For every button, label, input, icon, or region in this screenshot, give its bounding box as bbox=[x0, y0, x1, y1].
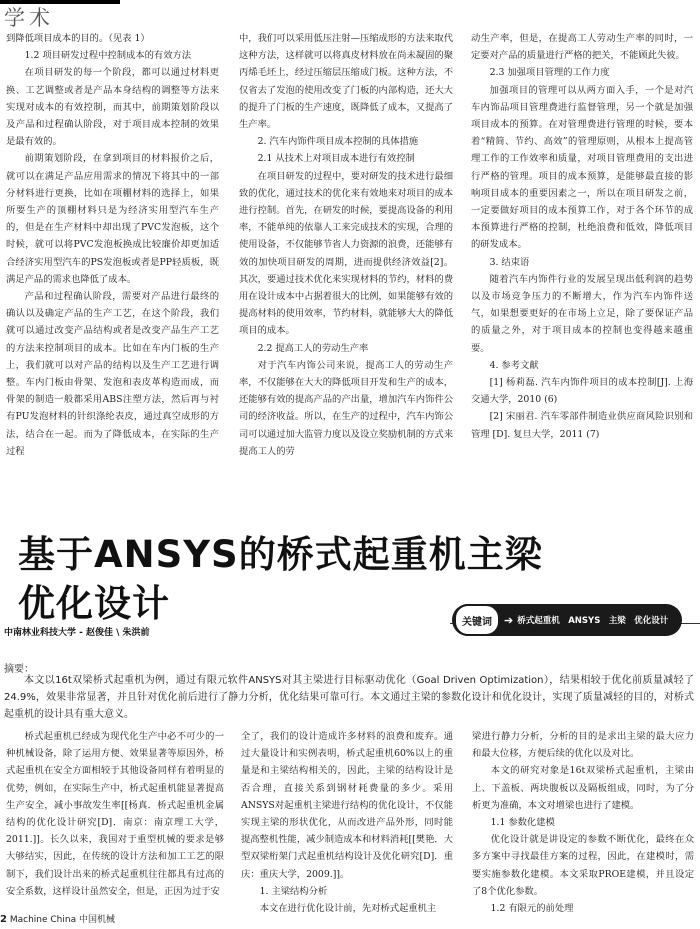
paragraph: 到降低项目成本的目的。（见表 1） bbox=[6, 33, 150, 44]
bottom-column-3 bbox=[472, 728, 694, 917]
paragraph: 梁进行静力分析，分析的目的是求出主梁的最大应力和最大位移，方便后续的优化以及对比。 bbox=[472, 731, 694, 760]
paragraph: 产品和过程确认阶段，需要对产品进行最终的确认以及确定产品的生产工艺，在这个阶段，我们就可以通过改变产品结构或者是改变产品生产工艺的方法来控制项目的成本。比如在车内门板的生产上，我们就可以对产品的结构以及生产工艺进行调整。车内门板由骨架、发泡和表皮革构造而成，而骨架的制造一般都采用ABS注塑方法，然后再与衬有PU发泡材料的针织涤纶表皮，通过真空成形的方法，结合在一起。而为了降低成本，在实际的生产过程 bbox=[6, 291, 219, 457]
paragraph: 1. 主梁结构分析 bbox=[259, 885, 328, 897]
paragraph: 1.2 有限元的前处理 bbox=[490, 903, 574, 915]
paragraph: 1.2 项目研发过程中控制成本的有效方法 bbox=[24, 50, 192, 62]
paragraph: 2.2 提高工人的劳动生产率 bbox=[257, 342, 369, 354]
paragraph: 优化设计就是讲设定的参数不断优化，最终在众多方案中寻找最佳方案的过程，因此，在建模时，需要实施参数化建模。本文采取PROE建模，并且设定了8个优化参数。 bbox=[472, 834, 694, 897]
journal-name: Machine China 中国机械 bbox=[9, 915, 115, 925]
abstract-label: 摘要： bbox=[4, 664, 34, 675]
top-column-3 bbox=[471, 30, 693, 443]
paragraph: 在项目研发的每一个阶段，都可以通过材料更换、工艺调整或者是产品本身结构的调整等方法来实现对成本的有效控制，而其中，前期策划阶段以及产品和过程确认阶段，对于项目成本控制的效果是最有效的。 bbox=[6, 67, 219, 148]
paragraph: 对于汽车内饰公司来说，提高工人的劳动生产率，不仅能够在大大的降低项目开发和生产的成本，还能够有效的提高产品的产出量，增加汽车内饰件公司的经济收益。所以，在生产的过程中，汽车内饰公司可以通过加大监管力度以及设立奖励机制的方式来提高工人的劳 bbox=[239, 359, 453, 457]
keyword-badge: 关键词 bbox=[454, 604, 500, 636]
paragraph: 1.1 参数化建模 bbox=[490, 817, 555, 829]
keyword-banner bbox=[452, 604, 682, 636]
title-line-2: 优化设计 bbox=[18, 582, 170, 625]
page-number: 2 bbox=[0, 914, 7, 925]
abstract: 本文以16t双梁桥式起重机为例，通过有限元软件ANSYS对其主梁进行目标驱动优化（Goal Driven Optimization），结果相较于优化前质量减轻了24.9%，效果非常显著，并且针对优化前后进行了静力分析，优化结果可靠可行。本文通过主梁的参数化设计和优化设计，实现了质量减轻的目的，对桥式起重机的设计具有重大意义。 bbox=[4, 675, 694, 720]
paragraph: 3. 结束语 bbox=[489, 256, 530, 268]
bottom-column-2 bbox=[241, 728, 453, 917]
title-line-1: 基于ANSYS的桥式起重机主梁 bbox=[18, 533, 543, 576]
paragraph: 中，我们可以采用低压注射—压缩成形的方法来取代这种方法，这样就可以将真皮材料放在尚未凝固的聚丙烯毛坯上，经过压缩层压缩成门板。这种方法，不仅省去了发泡的使用改变了门板的内部构造，还大大的提升了门板的生产速度，既降低了成本，又提高了生产率。 bbox=[239, 33, 453, 131]
paragraph: 随着汽车内饰件行业的发展呈现出低利润的趋势以及市场竞争压力的不断增大，作为汽车内饰件送气，如果想要更好的在市场上立足，除了要保证产品的质量之外，对于项目成本的控制也变得越来越重要。 bbox=[471, 273, 693, 354]
paragraph: 加强项目的管理可以从两方面入手，一个是对汽车内饰品项目管理费进行监督管理，另一个就是加强项目成本的预算。在对管理费进行管理的时候，要本着“精简、节约、高效”的管理原则，从根本上提高管理工作的工作效率和质量，对项目管理费用的支出进行严格的管理。项目的成本预算，是能够最直接的影响项目成本的重要因素之一，所以在项目研发之前，一定要做好项目的成本预算工作，对于各个环节的成本预算进行严格的控制，杜绝浪费和低效，降低项目的研发成本。 bbox=[471, 84, 693, 251]
paragraph: 4. 参考文献 bbox=[489, 359, 539, 371]
paragraph: 2. 汽车内饰件项目成本控制的具体措施 bbox=[257, 136, 419, 148]
top-column-1 bbox=[6, 30, 219, 460]
paragraph: 本文的研究对象是16t双梁桥式起重机，主梁由上、下盖板、两块腹板以及隔板组成，同时，为了分析更为准确，本文对增梁也进行了建模。 bbox=[472, 765, 694, 811]
paragraph: 前期策划阶段，在拿到项目的材料报价之后，就可以在满足产品应用需求的情况下将其中的一部分材料进行更换，比如在项棚材料的选择上，如果所要生产的顶棚材料只是为经济实用型汽车生产的，但是在生产材料中却出现了PVC发泡板，这个时候，就可以将PVC发泡板换成比较廉价却更加适合经济实用型汽车的PS发泡板或者是PP轻质板，既满足产品的需求也降低了成本。 bbox=[6, 153, 219, 285]
top-column-2 bbox=[239, 30, 453, 460]
arrow-right-icon: ➔ bbox=[504, 613, 514, 627]
paragraph: 本文在进行优化设计前，先对桥式起重机主 bbox=[259, 903, 437, 915]
keywords: 桥式起重机 ANSYS 主梁 优化设计 bbox=[517, 616, 669, 626]
paragraph: 全了，我们的设计造成许多材料的浪费和废弃。通过大量设计和实例表明，桥式起重机60%以上的重量是和主梁结构相关的，因此，主梁的结构设计是否合理，直接关系到钢材耗费量的多少。采用ANSYS对起重机主梁进行结构的优化设计，不仅能实现主梁的形状优化，从而改进产品外形，同时能提高整机性能，减少制造成本和材料消耗[[樊艳．大型双梁桁架门式起重机结构设计及优化研究[D]．重庆：重庆大学，2009.]]。 bbox=[241, 731, 453, 880]
paragraph: 桥式起重机已经成为现代化生产中必不可少的一种机械设备，除了运用方便、效果显著等原因外，桥式起重机在安全方面相较于其他设备同样有着明显的优势，例如，在实际生产中，桥式起重机能显著提高生产安全，减小事故发生率[[杨真．桥式起重机金属结构的优化设计研究[D]．南京：南京理工大学，2011.]]。长久以来，我国对于重型机械的要求是够大够结实，因此，在传统的设计方法和加工工艺的限制下，我们设计出来的桥式起重机往往都具有过高的安全系数，这样设计虽然安全，但是，正因为过于安 bbox=[6, 731, 224, 897]
bottom-column-1 bbox=[6, 728, 224, 900]
paragraph: [1] 杨莉磊. 汽车内饰件项目的成本控制[J]. 上海交通大学，2010 (6) bbox=[471, 377, 693, 406]
authors: 中南林业科技大学 - 赵俊佳 \ 朱洪前 bbox=[4, 628, 150, 638]
paragraph: 2.1 从技术上对项目成本进行有效控制 bbox=[257, 153, 415, 165]
paragraph: 在项目研发的过程中，要对研发的技术进行最细致的优化，通过技术的优化来有效地来对项目的成本进行控制。首先，在研发的时候，要提高设备的利用率，不能单纯的依靠人工来完成技术的实现，合理的使用设备，不仅能够节省人力资源的浪费，还能够有效的加快项目研发的周期，进而提供经济效益[2]。其次，要通过技术优化来实现材料的节约，材料的费用在设计成本中占据着很大的比例，如果能够有效的提高材料的使用效率，节约材料，就能够大大的降低项目的成本。 bbox=[239, 170, 453, 337]
section-label: 学术 bbox=[4, 6, 54, 30]
paragraph: 动生产率，但是，在提高工人劳动生产率的同时，一定要对产品的质量进行严格的把关，不能顾此失彼。 bbox=[471, 33, 693, 62]
paragraph: [2] 宋丽君. 汽车零部件制造业供应商风险识别和管理 [D]. 复旦大学，2011 (7) bbox=[471, 411, 693, 440]
paragraph: 2.3 加强项目管理的工作力度 bbox=[489, 67, 610, 79]
footer bbox=[0, 912, 115, 925]
